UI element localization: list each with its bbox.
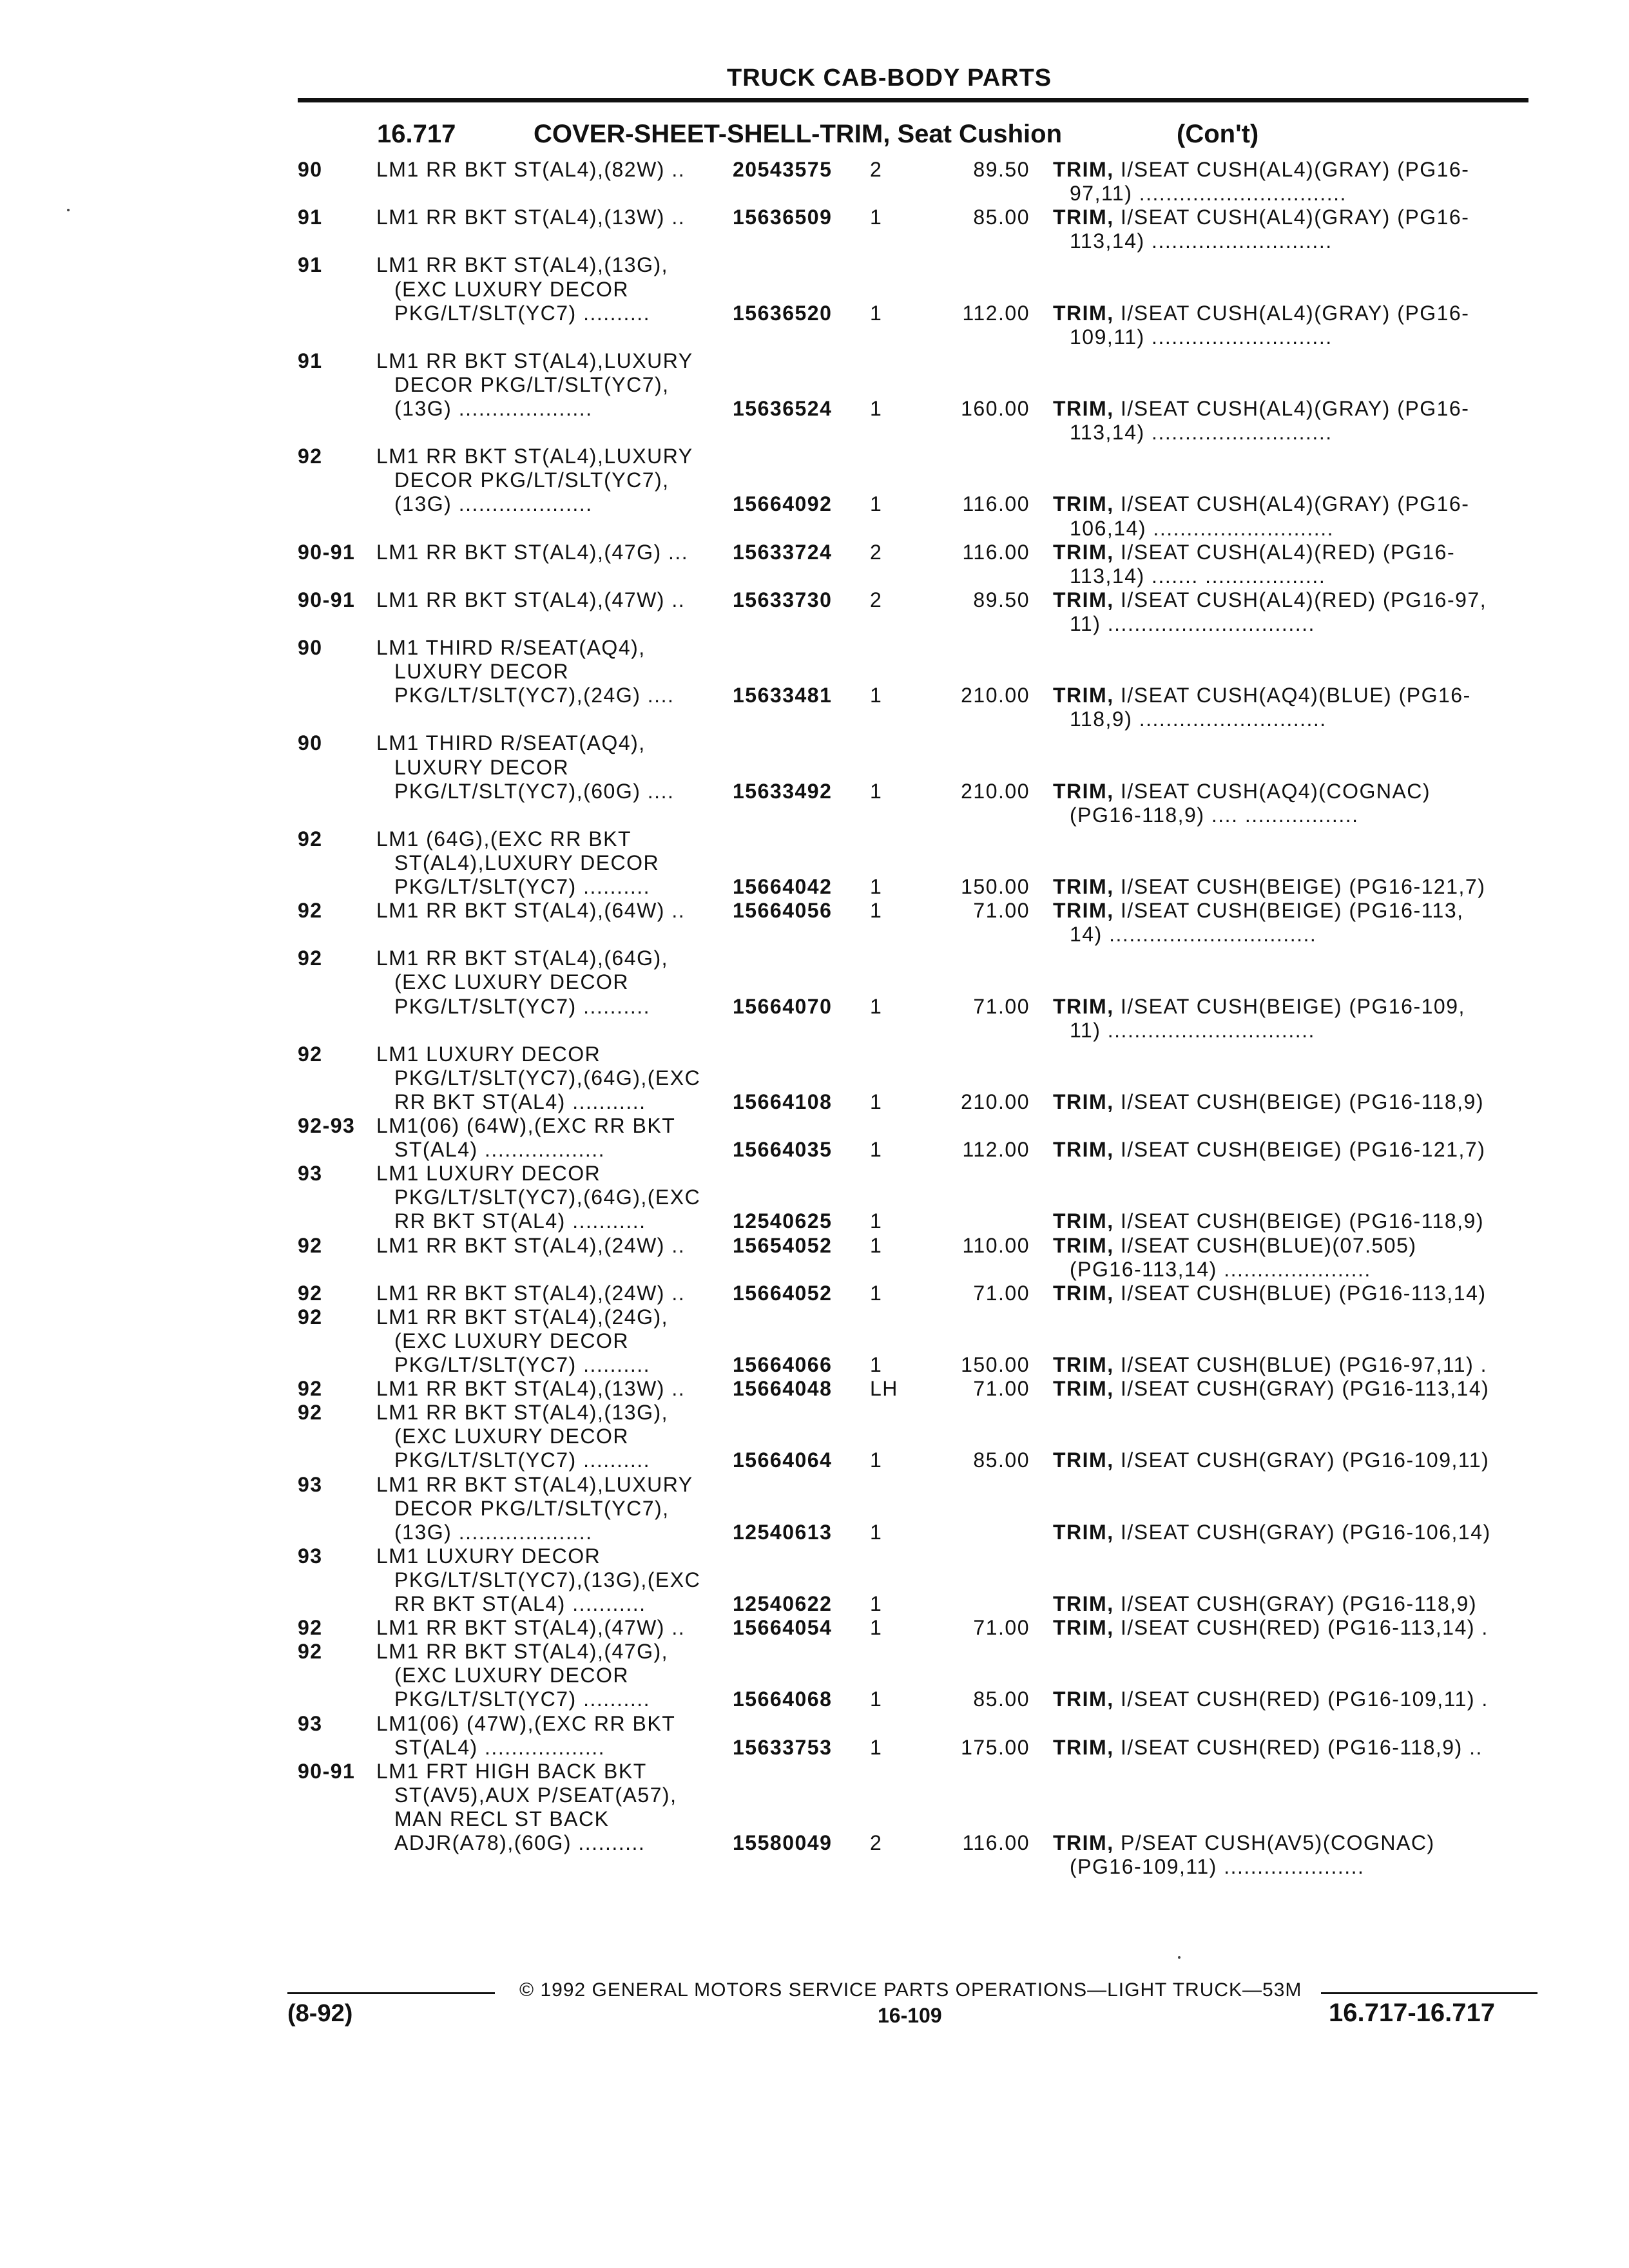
line-description: ADJR(A78),(60G) .......... bbox=[394, 1831, 646, 1854]
line-description: LM1 RR BKT ST(AL4),(13G), bbox=[376, 1401, 669, 1424]
line-description: LM1(06) (64W),(EXC RR BKT bbox=[376, 1114, 676, 1137]
line-description: LM1 RR BKT ST(AL4),(82W) .. bbox=[376, 158, 686, 181]
line-description: LM1 THIRD R/SEAT(AQ4), bbox=[376, 636, 646, 659]
part-number: 15633753 bbox=[733, 1736, 833, 1759]
figure-ref: 91 bbox=[298, 206, 323, 229]
figure-ref: 90 bbox=[298, 636, 323, 659]
part-number: 15633481 bbox=[733, 684, 833, 707]
part-description: TRIM, P/SEAT CUSH(AV5)(COGNAC) bbox=[1053, 1831, 1435, 1854]
part-description: TRIM, I/SEAT CUSH(GRAY) (PG16-113,14) bbox=[1053, 1377, 1490, 1400]
part-description: TRIM, I/SEAT CUSH(AL4)(RED) (PG16-97, bbox=[1053, 588, 1487, 611]
part-description: TRIM, I/SEAT CUSH(BEIGE) (PG16-121,7) bbox=[1053, 875, 1486, 898]
line-description: LUXURY DECOR bbox=[394, 660, 570, 683]
part-number: 15664052 bbox=[733, 1282, 833, 1305]
quantity: 1 bbox=[870, 684, 883, 707]
part-description: TRIM, I/SEAT CUSH(BEIGE) (PG16-118,9) bbox=[1053, 1209, 1484, 1233]
part-description: 106,14) ........................... bbox=[1070, 517, 1334, 540]
quantity: 1 bbox=[870, 1282, 883, 1305]
part-number: 15664042 bbox=[733, 875, 833, 898]
part-number: 15636524 bbox=[733, 397, 833, 420]
figure-ref: 92 bbox=[298, 827, 323, 850]
line-description: LM1 RR BKT ST(AL4),(64G), bbox=[376, 947, 669, 970]
part-number: 15664035 bbox=[733, 1138, 833, 1161]
quantity: 1 bbox=[870, 302, 883, 325]
footer-page-number: 16-109 bbox=[878, 2004, 942, 2027]
page-header-title: TRUCK CAB-BODY PARTS bbox=[727, 64, 1052, 91]
footer-rule-left bbox=[287, 1992, 495, 1994]
price: 116.00 bbox=[962, 1831, 1030, 1854]
line-description: PKG/LT/SLT(YC7),(64G),(EXC bbox=[394, 1066, 701, 1090]
line-description: ST(AV5),AUX P/SEAT(A57), bbox=[394, 1783, 677, 1807]
line-description: MAN RECL ST BACK bbox=[394, 1807, 610, 1831]
line-description: ST(AL4),LUXURY DECOR bbox=[394, 851, 660, 874]
figure-ref: 90-91 bbox=[298, 1760, 356, 1783]
line-description: LM1 RR BKT ST(AL4),(13G), bbox=[376, 253, 669, 276]
figure-ref: 92-93 bbox=[298, 1114, 356, 1137]
price: 160.00 bbox=[961, 397, 1030, 420]
part-description: TRIM, I/SEAT CUSH(AL4)(GRAY) (PG16- bbox=[1053, 397, 1470, 420]
price: 116.00 bbox=[962, 541, 1030, 564]
price: 71.00 bbox=[973, 995, 1030, 1018]
line-description: (EXC LUXURY DECOR bbox=[394, 1329, 629, 1352]
line-description: LM1 RR BKT ST(AL4),(47G), bbox=[376, 1640, 669, 1663]
part-number: 15664108 bbox=[733, 1090, 833, 1113]
line-description: (13G) .................... bbox=[394, 1521, 593, 1544]
figure-ref: 93 bbox=[298, 1162, 323, 1185]
header-rule bbox=[298, 98, 1528, 102]
part-description: TRIM, I/SEAT CUSH(GRAY) (PG16-118,9) bbox=[1053, 1592, 1477, 1615]
figure-ref: 93 bbox=[298, 1712, 323, 1735]
quantity: 1 bbox=[870, 1234, 883, 1257]
part-description: 11) ............................... bbox=[1070, 612, 1315, 635]
line-description: (13G) .................... bbox=[394, 397, 593, 420]
figure-ref: 92 bbox=[298, 947, 323, 970]
line-description: PKG/LT/SLT(YC7) .......... bbox=[394, 302, 650, 325]
figure-ref: 91 bbox=[298, 253, 323, 276]
part-number: 20543575 bbox=[733, 158, 833, 181]
quantity: 1 bbox=[870, 1448, 883, 1472]
figure-ref: 92 bbox=[298, 1282, 323, 1305]
footer-date: (8-92) bbox=[287, 2000, 353, 2027]
part-description: TRIM, I/SEAT CUSH(GRAY) (PG16-109,11) bbox=[1053, 1448, 1490, 1472]
section-number: 16.717 bbox=[377, 120, 456, 148]
part-description: TRIM, I/SEAT CUSH(BLUE) (PG16-97,11) . bbox=[1053, 1353, 1488, 1376]
part-description: 11) ............................... bbox=[1070, 1019, 1315, 1042]
quantity: 2 bbox=[870, 588, 883, 611]
figure-ref: 92 bbox=[298, 1234, 323, 1257]
price: 89.50 bbox=[973, 588, 1030, 611]
figure-ref: 91 bbox=[298, 349, 323, 372]
part-description: TRIM, I/SEAT CUSH(RED) (PG16-118,9) .. bbox=[1053, 1736, 1483, 1759]
figure-ref: 92 bbox=[298, 1377, 323, 1400]
part-number: 15636509 bbox=[733, 206, 833, 229]
figure-ref: 92 bbox=[298, 1401, 323, 1424]
quantity: 1 bbox=[870, 899, 883, 922]
line-description: LM1 RR BKT ST(AL4),LUXURY bbox=[376, 1473, 693, 1496]
line-description: PKG/LT/SLT(YC7) .......... bbox=[394, 1353, 650, 1376]
quantity: 1 bbox=[870, 1209, 883, 1233]
part-description: TRIM, I/SEAT CUSH(BEIGE) (PG16-109, bbox=[1053, 995, 1465, 1018]
line-description: LUXURY DECOR bbox=[394, 756, 570, 779]
quantity: 1 bbox=[870, 995, 883, 1018]
part-description: (PG16-113,14) ...................... bbox=[1070, 1258, 1371, 1281]
line-description: LM1 RR BKT ST(AL4),(47W) .. bbox=[376, 588, 686, 611]
figure-ref: 90-91 bbox=[298, 588, 356, 611]
line-description: LM1(06) (47W),(EXC RR BKT bbox=[376, 1712, 676, 1735]
price: 71.00 bbox=[973, 899, 1030, 922]
line-description: DECOR PKG/LT/SLT(YC7), bbox=[394, 1497, 670, 1520]
line-description: LM1 RR BKT ST(AL4),LUXURY bbox=[376, 445, 693, 468]
footer-rule-right bbox=[1321, 1992, 1537, 1994]
line-description: RR BKT ST(AL4) ........... bbox=[394, 1090, 646, 1113]
section-continued: (Con't) bbox=[1177, 120, 1259, 148]
line-description: PKG/LT/SLT(YC7),(24G) .... bbox=[394, 684, 675, 707]
part-number: 15664070 bbox=[733, 995, 833, 1018]
part-description: TRIM, I/SEAT CUSH(BEIGE) (PG16-118,9) bbox=[1053, 1090, 1484, 1113]
part-number: 15633492 bbox=[733, 780, 833, 803]
part-description: (PG16-109,11) ..................... bbox=[1070, 1855, 1365, 1878]
part-description: TRIM, I/SEAT CUSH(AL4)(GRAY) (PG16- bbox=[1053, 302, 1470, 325]
price: 71.00 bbox=[973, 1616, 1030, 1639]
part-number: 15654052 bbox=[733, 1234, 833, 1257]
figure-ref: 92 bbox=[298, 1640, 323, 1663]
line-description: LM1 RR BKT ST(AL4),(13W) .. bbox=[376, 1377, 686, 1400]
quantity: 1 bbox=[870, 1353, 883, 1376]
quantity: 1 bbox=[870, 492, 883, 515]
line-description: DECOR PKG/LT/SLT(YC7), bbox=[394, 468, 670, 492]
part-description: TRIM, I/SEAT CUSH(RED) (PG16-109,11) . bbox=[1053, 1687, 1489, 1711]
line-description: LM1 LUXURY DECOR bbox=[376, 1544, 601, 1568]
scan-speck bbox=[1178, 1956, 1181, 1959]
price: 71.00 bbox=[973, 1377, 1030, 1400]
part-number: 15664056 bbox=[733, 899, 833, 922]
scan-speck bbox=[67, 209, 70, 211]
price: 112.00 bbox=[962, 302, 1030, 325]
part-number: 15633724 bbox=[733, 541, 833, 564]
price: 85.00 bbox=[973, 1448, 1030, 1472]
figure-ref: 92 bbox=[298, 1305, 323, 1329]
quantity: 2 bbox=[870, 541, 883, 564]
part-description: 118,9) ............................ bbox=[1070, 707, 1327, 731]
part-description: TRIM, I/SEAT CUSH(BLUE) (PG16-113,14) bbox=[1053, 1282, 1487, 1305]
part-description: TRIM, I/SEAT CUSH(AL4)(GRAY) (PG16- bbox=[1053, 158, 1470, 181]
line-description: RR BKT ST(AL4) ........... bbox=[394, 1209, 646, 1233]
part-number: 12540625 bbox=[733, 1209, 833, 1233]
line-description: ST(AL4) .................. bbox=[394, 1736, 606, 1759]
quantity: 1 bbox=[870, 1592, 883, 1615]
line-description: PKG/LT/SLT(YC7) .......... bbox=[394, 1448, 650, 1472]
part-description: 109,11) ........................... bbox=[1070, 325, 1333, 349]
part-description: TRIM, I/SEAT CUSH(BEIGE) (PG16-121,7) bbox=[1053, 1138, 1486, 1161]
line-description: LM1 (64G),(EXC RR BKT bbox=[376, 827, 632, 850]
line-description: LM1 RR BKT ST(AL4),(47G) ... bbox=[376, 541, 689, 564]
part-number: 15664092 bbox=[733, 492, 833, 515]
part-number: 12540613 bbox=[733, 1521, 833, 1544]
footer-section-range: 16.717-16.717 bbox=[1329, 1999, 1496, 2027]
part-number: 15633730 bbox=[733, 588, 833, 611]
price: 71.00 bbox=[973, 1282, 1030, 1305]
part-description: TRIM, I/SEAT CUSH(GRAY) (PG16-106,14) bbox=[1053, 1521, 1491, 1544]
quantity: 1 bbox=[870, 1736, 883, 1759]
quantity: 1 bbox=[870, 1521, 883, 1544]
line-description: PKG/LT/SLT(YC7) .......... bbox=[394, 1687, 650, 1711]
price: 175.00 bbox=[961, 1736, 1030, 1759]
line-description: (EXC LUXURY DECOR bbox=[394, 1425, 629, 1448]
line-description: (EXC LUXURY DECOR bbox=[394, 278, 629, 301]
part-number: 15664068 bbox=[733, 1687, 833, 1711]
part-number: 15664048 bbox=[733, 1377, 833, 1400]
price: 116.00 bbox=[962, 492, 1030, 515]
quantity: 1 bbox=[870, 875, 883, 898]
line-description: PKG/LT/SLT(YC7) .......... bbox=[394, 995, 650, 1018]
price: 89.50 bbox=[973, 158, 1030, 181]
price: 150.00 bbox=[961, 1353, 1030, 1376]
price: 110.00 bbox=[962, 1234, 1030, 1257]
line-description: LM1 LUXURY DECOR bbox=[376, 1162, 601, 1185]
part-description: (PG16-118,9) .... ................. bbox=[1070, 803, 1359, 827]
part-description: TRIM, I/SEAT CUSH(AQ4)(BLUE) (PG16- bbox=[1053, 684, 1471, 707]
quantity: 2 bbox=[870, 1831, 883, 1854]
part-number: 15664066 bbox=[733, 1353, 833, 1376]
quantity: 1 bbox=[870, 1090, 883, 1113]
line-description: LM1 RR BKT ST(AL4),(64W) .. bbox=[376, 899, 686, 922]
part-description: TRIM, I/SEAT CUSH(AL4)(RED) (PG16- bbox=[1053, 541, 1456, 564]
part-number: 15636520 bbox=[733, 302, 833, 325]
figure-ref: 92 bbox=[298, 899, 323, 922]
quantity: 1 bbox=[870, 1138, 883, 1161]
quantity: LH bbox=[870, 1377, 898, 1400]
line-description: PKG/LT/SLT(YC7),(60G) .... bbox=[394, 780, 675, 803]
price: 112.00 bbox=[962, 1138, 1030, 1161]
line-description: LM1 RR BKT ST(AL4),LUXURY bbox=[376, 349, 693, 372]
line-description: LM1 RR BKT ST(AL4),(13W) .. bbox=[376, 206, 686, 229]
figure-ref: 90-91 bbox=[298, 541, 356, 564]
price: 85.00 bbox=[973, 206, 1030, 229]
part-description: TRIM, I/SEAT CUSH(AL4)(GRAY) (PG16- bbox=[1053, 206, 1470, 229]
line-description: PKG/LT/SLT(YC7),(13G),(EXC bbox=[394, 1568, 701, 1591]
line-description: LM1 RR BKT ST(AL4),(24G), bbox=[376, 1305, 669, 1329]
price: 85.00 bbox=[973, 1687, 1030, 1711]
quantity: 2 bbox=[870, 158, 883, 181]
line-description: DECOR PKG/LT/SLT(YC7), bbox=[394, 373, 670, 396]
line-description: LM1 RR BKT ST(AL4),(24W) .. bbox=[376, 1282, 686, 1305]
part-number: 15664054 bbox=[733, 1616, 833, 1639]
figure-ref: 92 bbox=[298, 445, 323, 468]
part-number: 15580049 bbox=[733, 1831, 833, 1854]
part-number: 15664064 bbox=[733, 1448, 833, 1472]
part-description: TRIM, I/SEAT CUSH(AQ4)(COGNAC) bbox=[1053, 780, 1431, 803]
quantity: 1 bbox=[870, 780, 883, 803]
part-description: TRIM, I/SEAT CUSH(AL4)(GRAY) (PG16- bbox=[1053, 492, 1470, 515]
section-title: COVER-SHEET-SHELL-TRIM, Seat Cushion bbox=[534, 120, 1063, 148]
line-description: ST(AL4) .................. bbox=[394, 1138, 606, 1161]
figure-ref: 92 bbox=[298, 1616, 323, 1639]
price: 150.00 bbox=[961, 875, 1030, 898]
quantity: 1 bbox=[870, 397, 883, 420]
line-description: PKG/LT/SLT(YC7),(64G),(EXC bbox=[394, 1186, 701, 1209]
part-description: 14) ............................... bbox=[1070, 923, 1317, 946]
footer-copyright: © 1992 GENERAL MOTORS SERVICE PARTS OPERATIONS—LIGHT TRUCK—53M bbox=[519, 1979, 1302, 2001]
part-description: TRIM, I/SEAT CUSH(RED) (PG16-113,14) . bbox=[1053, 1616, 1489, 1639]
part-description: 113,14) ........................... bbox=[1070, 229, 1333, 253]
part-description: 97,11) ............................... bbox=[1070, 182, 1347, 205]
line-description: LM1 LUXURY DECOR bbox=[376, 1043, 601, 1066]
quantity: 1 bbox=[870, 1616, 883, 1639]
line-description: LM1 RR BKT ST(AL4),(47W) .. bbox=[376, 1616, 686, 1639]
quantity: 1 bbox=[870, 1687, 883, 1711]
part-description: TRIM, I/SEAT CUSH(BEIGE) (PG16-113, bbox=[1053, 899, 1464, 922]
price: 210.00 bbox=[961, 684, 1030, 707]
figure-ref: 93 bbox=[298, 1473, 323, 1496]
figure-ref: 90 bbox=[298, 158, 323, 181]
line-description: (EXC LUXURY DECOR bbox=[394, 970, 629, 994]
part-description: TRIM, I/SEAT CUSH(BLUE)(07.505) bbox=[1053, 1234, 1417, 1257]
figure-ref: 90 bbox=[298, 731, 323, 754]
line-description: LM1 FRT HIGH BACK BKT bbox=[376, 1760, 647, 1783]
figure-ref: 93 bbox=[298, 1544, 323, 1568]
figure-ref: 92 bbox=[298, 1043, 323, 1066]
line-description: LM1 THIRD R/SEAT(AQ4), bbox=[376, 731, 646, 754]
line-description: LM1 RR BKT ST(AL4),(24W) .. bbox=[376, 1234, 686, 1257]
price: 210.00 bbox=[961, 1090, 1030, 1113]
part-description: 113,14) ........................... bbox=[1070, 421, 1333, 444]
part-number: 12540622 bbox=[733, 1592, 833, 1615]
price: 210.00 bbox=[961, 780, 1030, 803]
part-description: 113,14) ....... .................. bbox=[1070, 564, 1326, 588]
line-description: (13G) .................... bbox=[394, 492, 593, 515]
line-description: RR BKT ST(AL4) ........... bbox=[394, 1592, 646, 1615]
line-description: PKG/LT/SLT(YC7) .......... bbox=[394, 875, 650, 898]
line-description: (EXC LUXURY DECOR bbox=[394, 1664, 629, 1687]
quantity: 1 bbox=[870, 206, 883, 229]
